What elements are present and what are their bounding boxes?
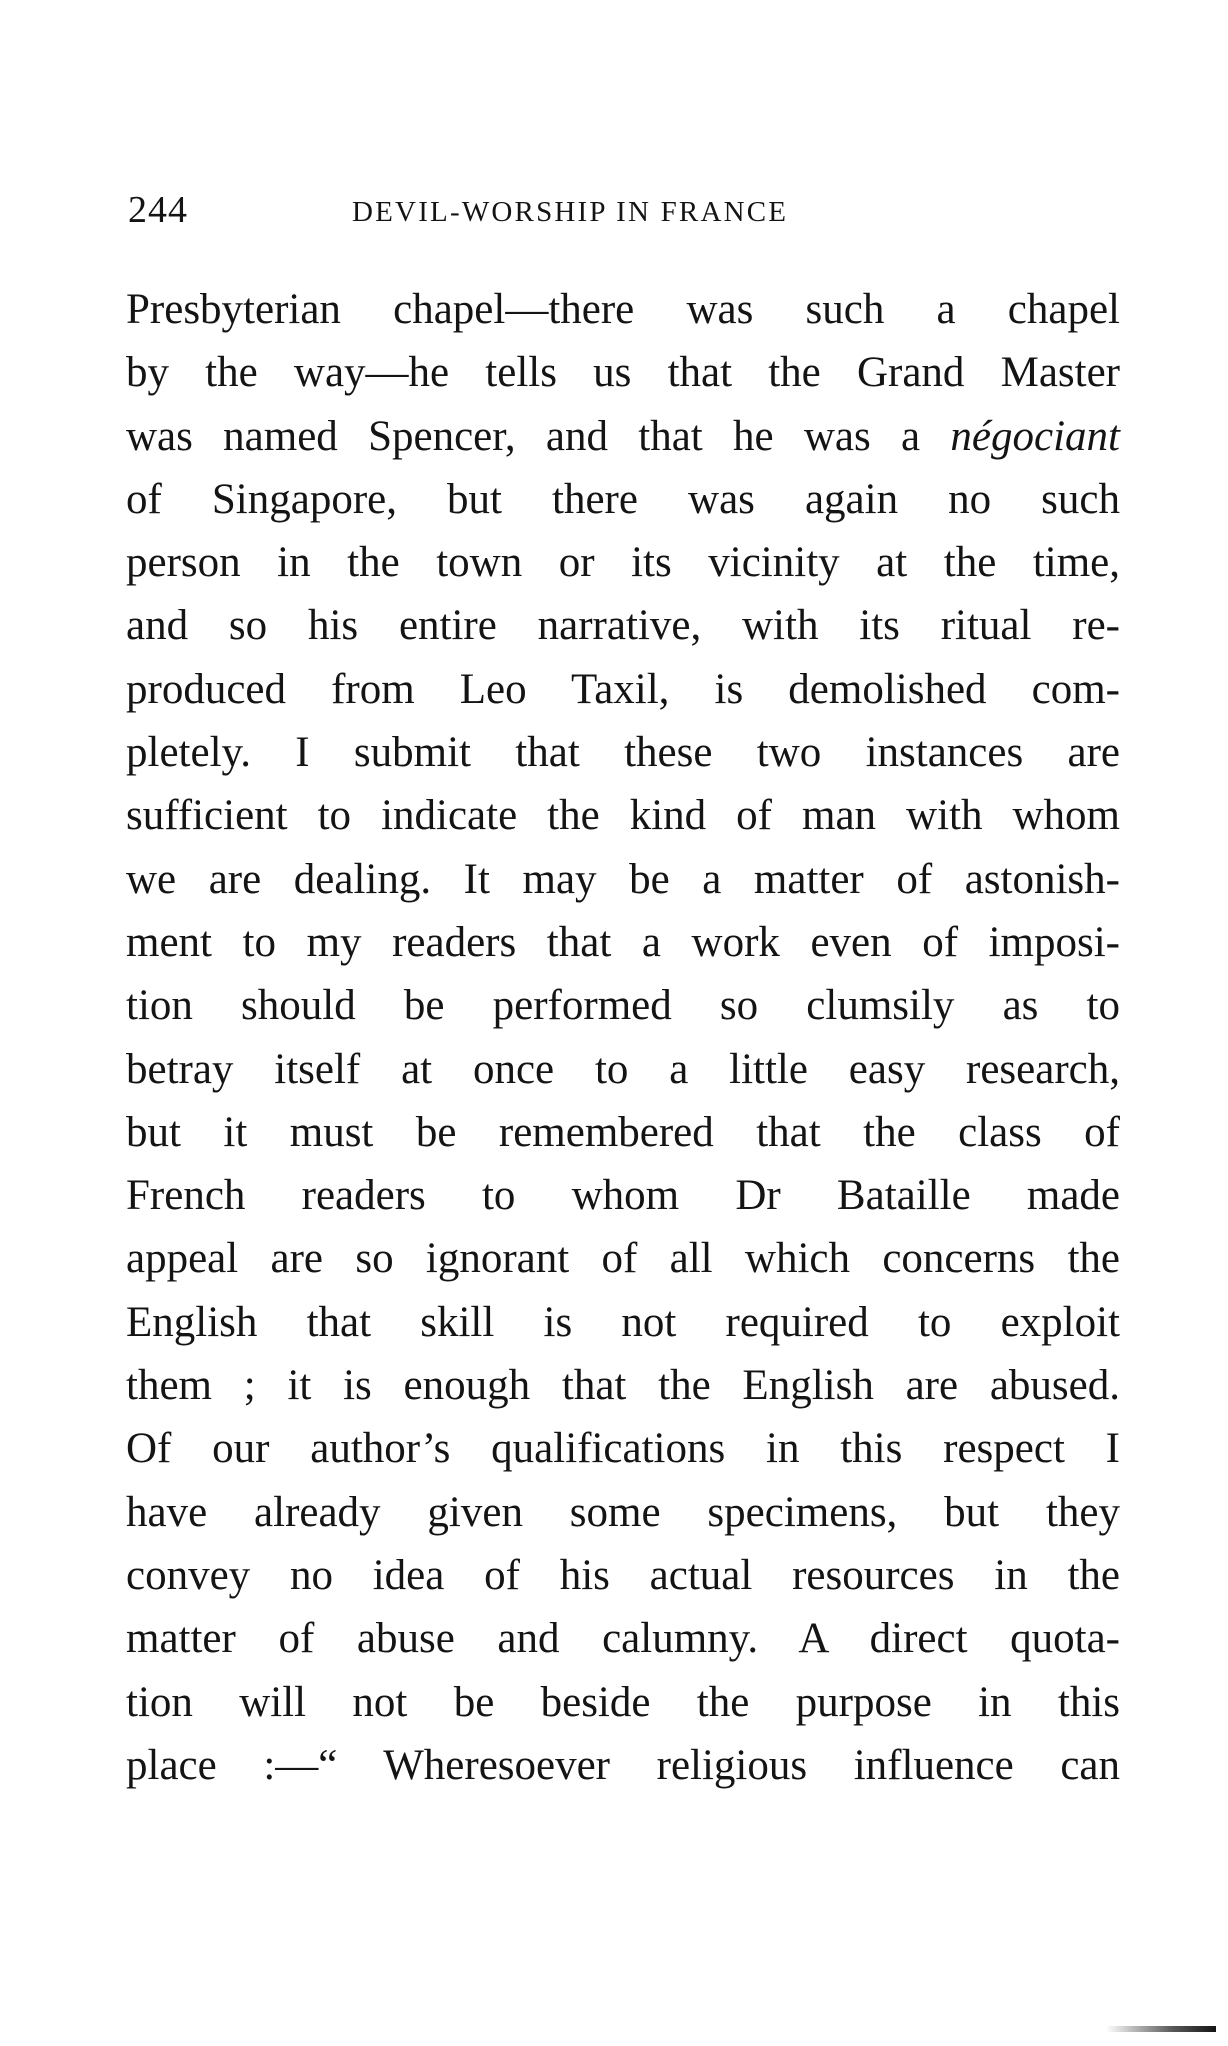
text-line: ment to my readers that a work even of imposi- — [126, 918, 1120, 966]
text-line: sufficient to indicate the kind of man with whom — [126, 792, 1120, 840]
text-line: place :—“ Wheresoever religious influence can — [126, 1741, 1120, 1789]
page-header — [128, 188, 908, 238]
text-line: by the way—he tells us that the Grand Master — [126, 349, 1120, 397]
text-line: matter of abuse and calumny. A direct quota- — [126, 1615, 1120, 1663]
page-number: 244 — [128, 189, 188, 231]
text-line: pletely. I submit that these two instances are — [126, 729, 1120, 777]
text-line — [126, 405, 1120, 468]
text-line: of Singapore, but there was again no such — [126, 475, 1120, 523]
running-title: DEVIL-WORSHIP IN FRANCE — [352, 196, 789, 228]
text-line: we are dealing. It may be a matter of astonish- — [126, 855, 1120, 903]
text-line: Of our author’s qualifications in this respect I — [126, 1425, 1120, 1473]
italic-term: négociant — [950, 412, 1120, 460]
text-line: French readers to whom Dr Bataille made — [126, 1172, 1120, 1220]
scan-edge-mark — [1106, 2026, 1216, 2032]
text-line: them ; it is enough that the English are abused. — [126, 1362, 1120, 1410]
body-text — [126, 278, 1120, 1797]
text-line: produced from Leo Taxil, is demolished com- — [126, 665, 1120, 713]
text-line: Presbyterian chapel—there was such a chapel — [126, 286, 1120, 333]
text-line: tion should be performed so clumsily as to — [126, 982, 1120, 1030]
text-line: but it must be remembered that the class of — [126, 1108, 1120, 1156]
text-line: appeal are so ignorant of all which concerns the — [126, 1235, 1120, 1283]
text-line: convey no idea of his actual resources in the — [126, 1551, 1120, 1599]
text-line: and so his entire narrative, with its ritual re- — [126, 602, 1120, 650]
text-line-start: was named Spencer, and that he was a — [126, 412, 951, 460]
text-line: betray itself at once to a little easy research, — [126, 1045, 1120, 1093]
text-line: have already given some specimens, but they — [126, 1488, 1120, 1536]
text-line: tion will not be beside the purpose in this — [126, 1678, 1120, 1726]
text-line: English that skill is not required to exploit — [126, 1298, 1120, 1346]
text-line: person in the town or its vicinity at the time, — [126, 539, 1120, 587]
